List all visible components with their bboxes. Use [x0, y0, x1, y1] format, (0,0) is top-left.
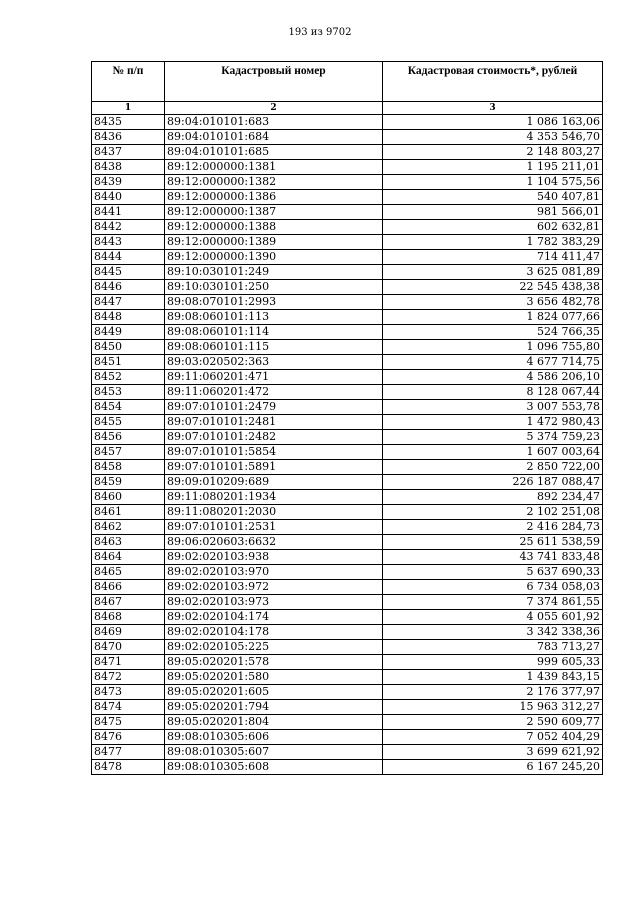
- cadastral-value: 999 605,33: [383, 655, 603, 670]
- table-row: [92, 505, 603, 520]
- cadastral-number: 89:11:080201:2030: [165, 505, 383, 520]
- cadastral-value: 7 374 861,55: [383, 595, 603, 610]
- cadastral-number: 89:02:020103:972: [165, 580, 383, 595]
- row-number: 8440: [92, 190, 165, 205]
- cadastral-value: 43 741 833,48: [383, 550, 603, 565]
- row-number: 8455: [92, 415, 165, 430]
- cadastral-number: 89:02:020104:174: [165, 610, 383, 625]
- table-row: [92, 595, 603, 610]
- cadastral-number: 89:03:020502:363: [165, 355, 383, 370]
- cadastral-number: 89:07:010101:2479: [165, 400, 383, 415]
- cadastral-value: 3 699 621,92: [383, 745, 603, 760]
- table-row: [92, 325, 603, 340]
- cadastral-number: 89:12:000000:1388: [165, 220, 383, 235]
- cadastral-value: 602 632,81: [383, 220, 603, 235]
- table-row: [92, 190, 603, 205]
- row-number: 8469: [92, 625, 165, 640]
- cadastral-value: 3 656 482,78: [383, 295, 603, 310]
- cadastral-value: 2 176 377,97: [383, 685, 603, 700]
- cadastral-number: 89:12:000000:1390: [165, 250, 383, 265]
- table-row: [92, 475, 603, 490]
- row-number: 8454: [92, 400, 165, 415]
- table-row: [92, 115, 603, 130]
- cadastral-value: 4 353 546,70: [383, 130, 603, 145]
- cadastral-number: 89:05:020201:794: [165, 700, 383, 715]
- table-row: [92, 535, 603, 550]
- cadastral-value: 2 416 284,73: [383, 520, 603, 535]
- row-number: 8470: [92, 640, 165, 655]
- table-row: [92, 565, 603, 580]
- table-row: [92, 340, 603, 355]
- cadastral-value: 4 055 601,92: [383, 610, 603, 625]
- cadastral-value: 4 677 714,75: [383, 355, 603, 370]
- cadastral-number: 89:08:060101:113: [165, 310, 383, 325]
- row-number: 8437: [92, 145, 165, 160]
- column-numbers-row: [92, 102, 603, 115]
- cadastral-number: 89:07:010101:2531: [165, 520, 383, 535]
- row-number: 8436: [92, 130, 165, 145]
- row-number: 8466: [92, 580, 165, 595]
- column-number-3: 3: [383, 102, 603, 115]
- row-number: 8471: [92, 655, 165, 670]
- cadastral-value: 892 234,47: [383, 490, 603, 505]
- table-row: [92, 370, 603, 385]
- row-number: 8448: [92, 310, 165, 325]
- cadastral-number: 89:10:030101:249: [165, 265, 383, 280]
- cadastral-number: 89:10:030101:250: [165, 280, 383, 295]
- table-row: [92, 730, 603, 745]
- cadastral-value: 1 439 843,15: [383, 670, 603, 685]
- cadastral-number: 89:12:000000:1381: [165, 160, 383, 175]
- row-number: 8435: [92, 115, 165, 130]
- table-row: [92, 445, 603, 460]
- page-indicator: 193 из 9702: [288, 27, 352, 38]
- cadastral-value: 2 148 803,27: [383, 145, 603, 160]
- table-row: [92, 550, 603, 565]
- cadastral-value: 1 086 163,06: [383, 115, 603, 130]
- table-row: [92, 715, 603, 730]
- cadastral-number: 89:11:060201:472: [165, 385, 383, 400]
- row-number: 8457: [92, 445, 165, 460]
- cadastral-number: 89:11:060201:471: [165, 370, 383, 385]
- cadastral-number: 89:07:010101:5891: [165, 460, 383, 475]
- cadastral-value: 226 187 088,47: [383, 475, 603, 490]
- row-number: 8449: [92, 325, 165, 340]
- cadastral-number: 89:04:010101:685: [165, 145, 383, 160]
- cadastral-number: 89:08:060101:114: [165, 325, 383, 340]
- cadastral-value: 2 102 251,08: [383, 505, 603, 520]
- row-number: 8464: [92, 550, 165, 565]
- column-header-number: № п/п: [92, 62, 165, 102]
- table-row: [92, 745, 603, 760]
- row-number: 8460: [92, 490, 165, 505]
- cadastral-value: 1 824 077,66: [383, 310, 603, 325]
- row-number: 8474: [92, 700, 165, 715]
- row-number: 8439: [92, 175, 165, 190]
- cadastral-number: 89:02:020105:225: [165, 640, 383, 655]
- cadastral-number: 89:04:010101:684: [165, 130, 383, 145]
- cadastral-number: 89:12:000000:1387: [165, 205, 383, 220]
- cadastral-value: 15 963 312,27: [383, 700, 603, 715]
- table-row: [92, 760, 603, 775]
- row-number: 8473: [92, 685, 165, 700]
- row-number: 8451: [92, 355, 165, 370]
- table-row: [92, 400, 603, 415]
- row-number: 8478: [92, 760, 165, 775]
- table-row: [92, 385, 603, 400]
- cadastral-number: 89:02:020103:970: [165, 565, 383, 580]
- cadastral-number: 89:05:020201:804: [165, 715, 383, 730]
- row-number: 8447: [92, 295, 165, 310]
- table-row: [92, 295, 603, 310]
- cadastral-value: 1 195 211,01: [383, 160, 603, 175]
- cadastral-value: 4 586 206,10: [383, 370, 603, 385]
- cadastral-number: 89:02:020103:973: [165, 595, 383, 610]
- cadastral-value: 5 637 690,33: [383, 565, 603, 580]
- row-number: 8472: [92, 670, 165, 685]
- table-row: [92, 220, 603, 235]
- cadastral-number: 89:07:010101:2482: [165, 430, 383, 445]
- cadastral-number: 89:08:060101:115: [165, 340, 383, 355]
- row-number: 8453: [92, 385, 165, 400]
- cadastral-value: 524 766,35: [383, 325, 603, 340]
- cadastral-value: 1 096 755,80: [383, 340, 603, 355]
- row-number: 8475: [92, 715, 165, 730]
- table-row: [92, 250, 603, 265]
- cadastral-value-table: [91, 61, 603, 775]
- table-row: [92, 160, 603, 175]
- cadastral-number: 89:08:010305:608: [165, 760, 383, 775]
- row-number: 8445: [92, 265, 165, 280]
- table-row: [92, 625, 603, 640]
- cadastral-number: 89:07:010101:5854: [165, 445, 383, 460]
- row-number: 8458: [92, 460, 165, 475]
- row-number: 8443: [92, 235, 165, 250]
- cadastral-number: 89:11:080201:1934: [165, 490, 383, 505]
- row-number: 8452: [92, 370, 165, 385]
- cadastral-value: 7 052 404,29: [383, 730, 603, 745]
- row-number: 8446: [92, 280, 165, 295]
- row-number: 8467: [92, 595, 165, 610]
- cadastral-number: 89:02:020103:938: [165, 550, 383, 565]
- cadastral-number: 89:12:000000:1386: [165, 190, 383, 205]
- cadastral-value: 1 607 003,64: [383, 445, 603, 460]
- row-number: 8468: [92, 610, 165, 625]
- row-number: 8462: [92, 520, 165, 535]
- table-row: [92, 610, 603, 625]
- cadastral-value: 3 007 553,78: [383, 400, 603, 415]
- table-row: [92, 460, 603, 475]
- table-row: [92, 145, 603, 160]
- table-row: [92, 280, 603, 295]
- table-row: [92, 130, 603, 145]
- cadastral-number: 89:05:020201:578: [165, 655, 383, 670]
- table-row: [92, 235, 603, 250]
- row-number: 8450: [92, 340, 165, 355]
- cadastral-value: 1 104 575,56: [383, 175, 603, 190]
- row-number: 8461: [92, 505, 165, 520]
- table-row: [92, 520, 603, 535]
- table-row: [92, 640, 603, 655]
- cadastral-value: 714 411,47: [383, 250, 603, 265]
- column-header-cadastral-value: Кадастровая стоимость*, рублей: [383, 62, 603, 102]
- cadastral-number: 89:08:010305:607: [165, 745, 383, 760]
- cadastral-number: 89:05:020201:580: [165, 670, 383, 685]
- table-row: [92, 265, 603, 280]
- row-number: 8456: [92, 430, 165, 445]
- cadastral-number: 89:05:020201:605: [165, 685, 383, 700]
- cadastral-value: 2 590 609,77: [383, 715, 603, 730]
- table-row: [92, 685, 603, 700]
- row-number: 8463: [92, 535, 165, 550]
- cadastral-value: 6 167 245,20: [383, 760, 603, 775]
- cadastral-value: 25 611 538,59: [383, 535, 603, 550]
- table-header-row: [92, 62, 603, 102]
- cadastral-value: 8 128 067,44: [383, 385, 603, 400]
- table-row: [92, 670, 603, 685]
- column-number-2: 2: [165, 102, 383, 115]
- table-row: [92, 655, 603, 670]
- cadastral-value: 6 734 058,03: [383, 580, 603, 595]
- cadastral-number: 89:02:020104:178: [165, 625, 383, 640]
- cadastral-number: 89:08:010305:606: [165, 730, 383, 745]
- column-header-cadastral-number: Кадастровый номер: [165, 62, 383, 102]
- table-row: [92, 355, 603, 370]
- row-number: 8476: [92, 730, 165, 745]
- cadastral-value: 5 374 759,23: [383, 430, 603, 445]
- cadastral-value: 3 342 338,36: [383, 625, 603, 640]
- cadastral-value: 22 545 438,38: [383, 280, 603, 295]
- table-row: [92, 205, 603, 220]
- table-row: [92, 175, 603, 190]
- table-row: [92, 415, 603, 430]
- cadastral-number: 89:06:020603:6632: [165, 535, 383, 550]
- table-row: [92, 430, 603, 445]
- cadastral-value: 1 472 980,43: [383, 415, 603, 430]
- row-number: 8441: [92, 205, 165, 220]
- row-number: 8444: [92, 250, 165, 265]
- row-number: 8465: [92, 565, 165, 580]
- cadastral-value: 2 850 722,00: [383, 460, 603, 475]
- column-number-1: 1: [92, 102, 165, 115]
- row-number: 8459: [92, 475, 165, 490]
- cadastral-value: 783 713,27: [383, 640, 603, 655]
- cadastral-number: 89:07:010101:2481: [165, 415, 383, 430]
- table-row: [92, 700, 603, 715]
- row-number: 8442: [92, 220, 165, 235]
- cadastral-number: 89:08:070101:2993: [165, 295, 383, 310]
- table-row: [92, 490, 603, 505]
- cadastral-value: 3 625 081,89: [383, 265, 603, 280]
- cadastral-number: 89:09:010209:689: [165, 475, 383, 490]
- table-row: [92, 580, 603, 595]
- cadastral-number: 89:12:000000:1382: [165, 175, 383, 190]
- cadastral-value: 981 566,01: [383, 205, 603, 220]
- cadastral-number: 89:04:010101:683: [165, 115, 383, 130]
- cadastral-value: 540 407,81: [383, 190, 603, 205]
- cadastral-value: 1 782 383,29: [383, 235, 603, 250]
- row-number: 8438: [92, 160, 165, 175]
- cadastral-number: 89:12:000000:1389: [165, 235, 383, 250]
- table-row: [92, 310, 603, 325]
- table-body: [92, 115, 603, 775]
- row-number: 8477: [92, 745, 165, 760]
